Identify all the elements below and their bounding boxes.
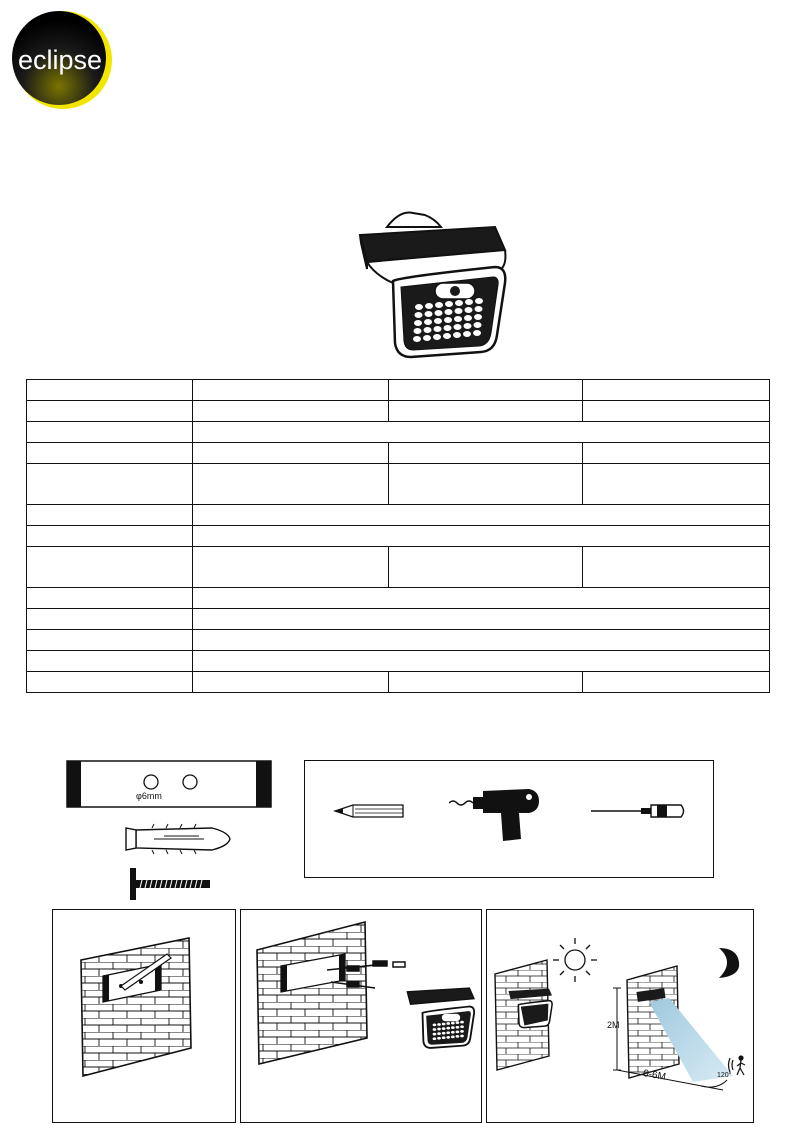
- spec-value-cell: [389, 443, 583, 464]
- spec-row: [27, 422, 770, 443]
- spec-value-cell: [583, 443, 770, 464]
- template-hole-label: φ6mm: [136, 791, 162, 801]
- product-illustration: [355, 205, 515, 365]
- specification-table: [26, 379, 770, 693]
- spec-label-cell: [27, 526, 193, 547]
- spec-label-cell: [27, 651, 193, 672]
- spec-row: [27, 464, 770, 505]
- step-1-mark-holes: [52, 909, 236, 1123]
- spec-value-cell: [389, 464, 583, 505]
- spec-label-cell: [27, 401, 193, 422]
- spec-value-cell: [193, 401, 389, 422]
- spec-row: [27, 651, 770, 672]
- spec-row: [27, 380, 770, 401]
- spec-value-cell: [193, 464, 389, 505]
- screwdriver-icon: [589, 801, 687, 821]
- spec-row: [27, 443, 770, 464]
- spec-label-cell: [27, 588, 193, 609]
- spec-value-cell: [193, 630, 770, 651]
- spec-value-cell: [389, 380, 583, 401]
- spec-value-cell: [193, 609, 770, 630]
- spec-value-cell: [193, 588, 770, 609]
- spec-value-cell: [193, 422, 770, 443]
- spec-label-cell: [27, 547, 193, 588]
- spec-label-cell: [27, 464, 193, 505]
- sun-icon: [553, 938, 597, 982]
- spec-row: [27, 609, 770, 630]
- spec-row: [27, 401, 770, 422]
- step-3-operation: [486, 909, 754, 1123]
- spec-label-cell: [27, 505, 193, 526]
- moon-icon: [719, 948, 739, 978]
- mount-height-label: 2M: [607, 1020, 620, 1030]
- spec-value-cell: [193, 380, 389, 401]
- spec-label-cell: [27, 422, 193, 443]
- pencil-icon: [333, 801, 405, 821]
- wall-plug-icon: [124, 822, 234, 856]
- detection-angle-label: 120°: [717, 1072, 732, 1079]
- drill-icon: [449, 783, 541, 843]
- spec-value-cell: [389, 401, 583, 422]
- spec-label-cell: [27, 630, 193, 651]
- spec-value-cell: [389, 672, 583, 693]
- spec-value-cell: [193, 505, 770, 526]
- spec-value-cell: [193, 651, 770, 672]
- spec-value-cell: [583, 547, 770, 588]
- spec-row: [27, 526, 770, 547]
- spec-row: [27, 547, 770, 588]
- spec-value-cell: [193, 672, 389, 693]
- spec-label-cell: [27, 443, 193, 464]
- spec-value-cell: [193, 526, 770, 547]
- spec-label-cell: [27, 609, 193, 630]
- spec-row: [27, 505, 770, 526]
- spec-row: [27, 630, 770, 651]
- spec-label-cell: [27, 672, 193, 693]
- spec-value-cell: [389, 547, 583, 588]
- tools-box: [304, 760, 714, 878]
- spec-row: [27, 588, 770, 609]
- detection-range-label: 0-6M: [642, 1068, 667, 1083]
- spec-row: [27, 672, 770, 693]
- spec-value-cell: [583, 464, 770, 505]
- spec-value-cell: [583, 672, 770, 693]
- spec-label-cell: [27, 380, 193, 401]
- brand-logo: [10, 10, 116, 110]
- brand-name: eclipse: [17, 45, 103, 75]
- spec-value-cell: [583, 401, 770, 422]
- spec-value-cell: [583, 380, 770, 401]
- mounting-template: [66, 760, 272, 808]
- step-2-drill-and-mount: [240, 909, 482, 1123]
- spec-value-cell: [193, 443, 389, 464]
- spec-value-cell: [193, 547, 389, 588]
- screw-icon: [128, 866, 214, 902]
